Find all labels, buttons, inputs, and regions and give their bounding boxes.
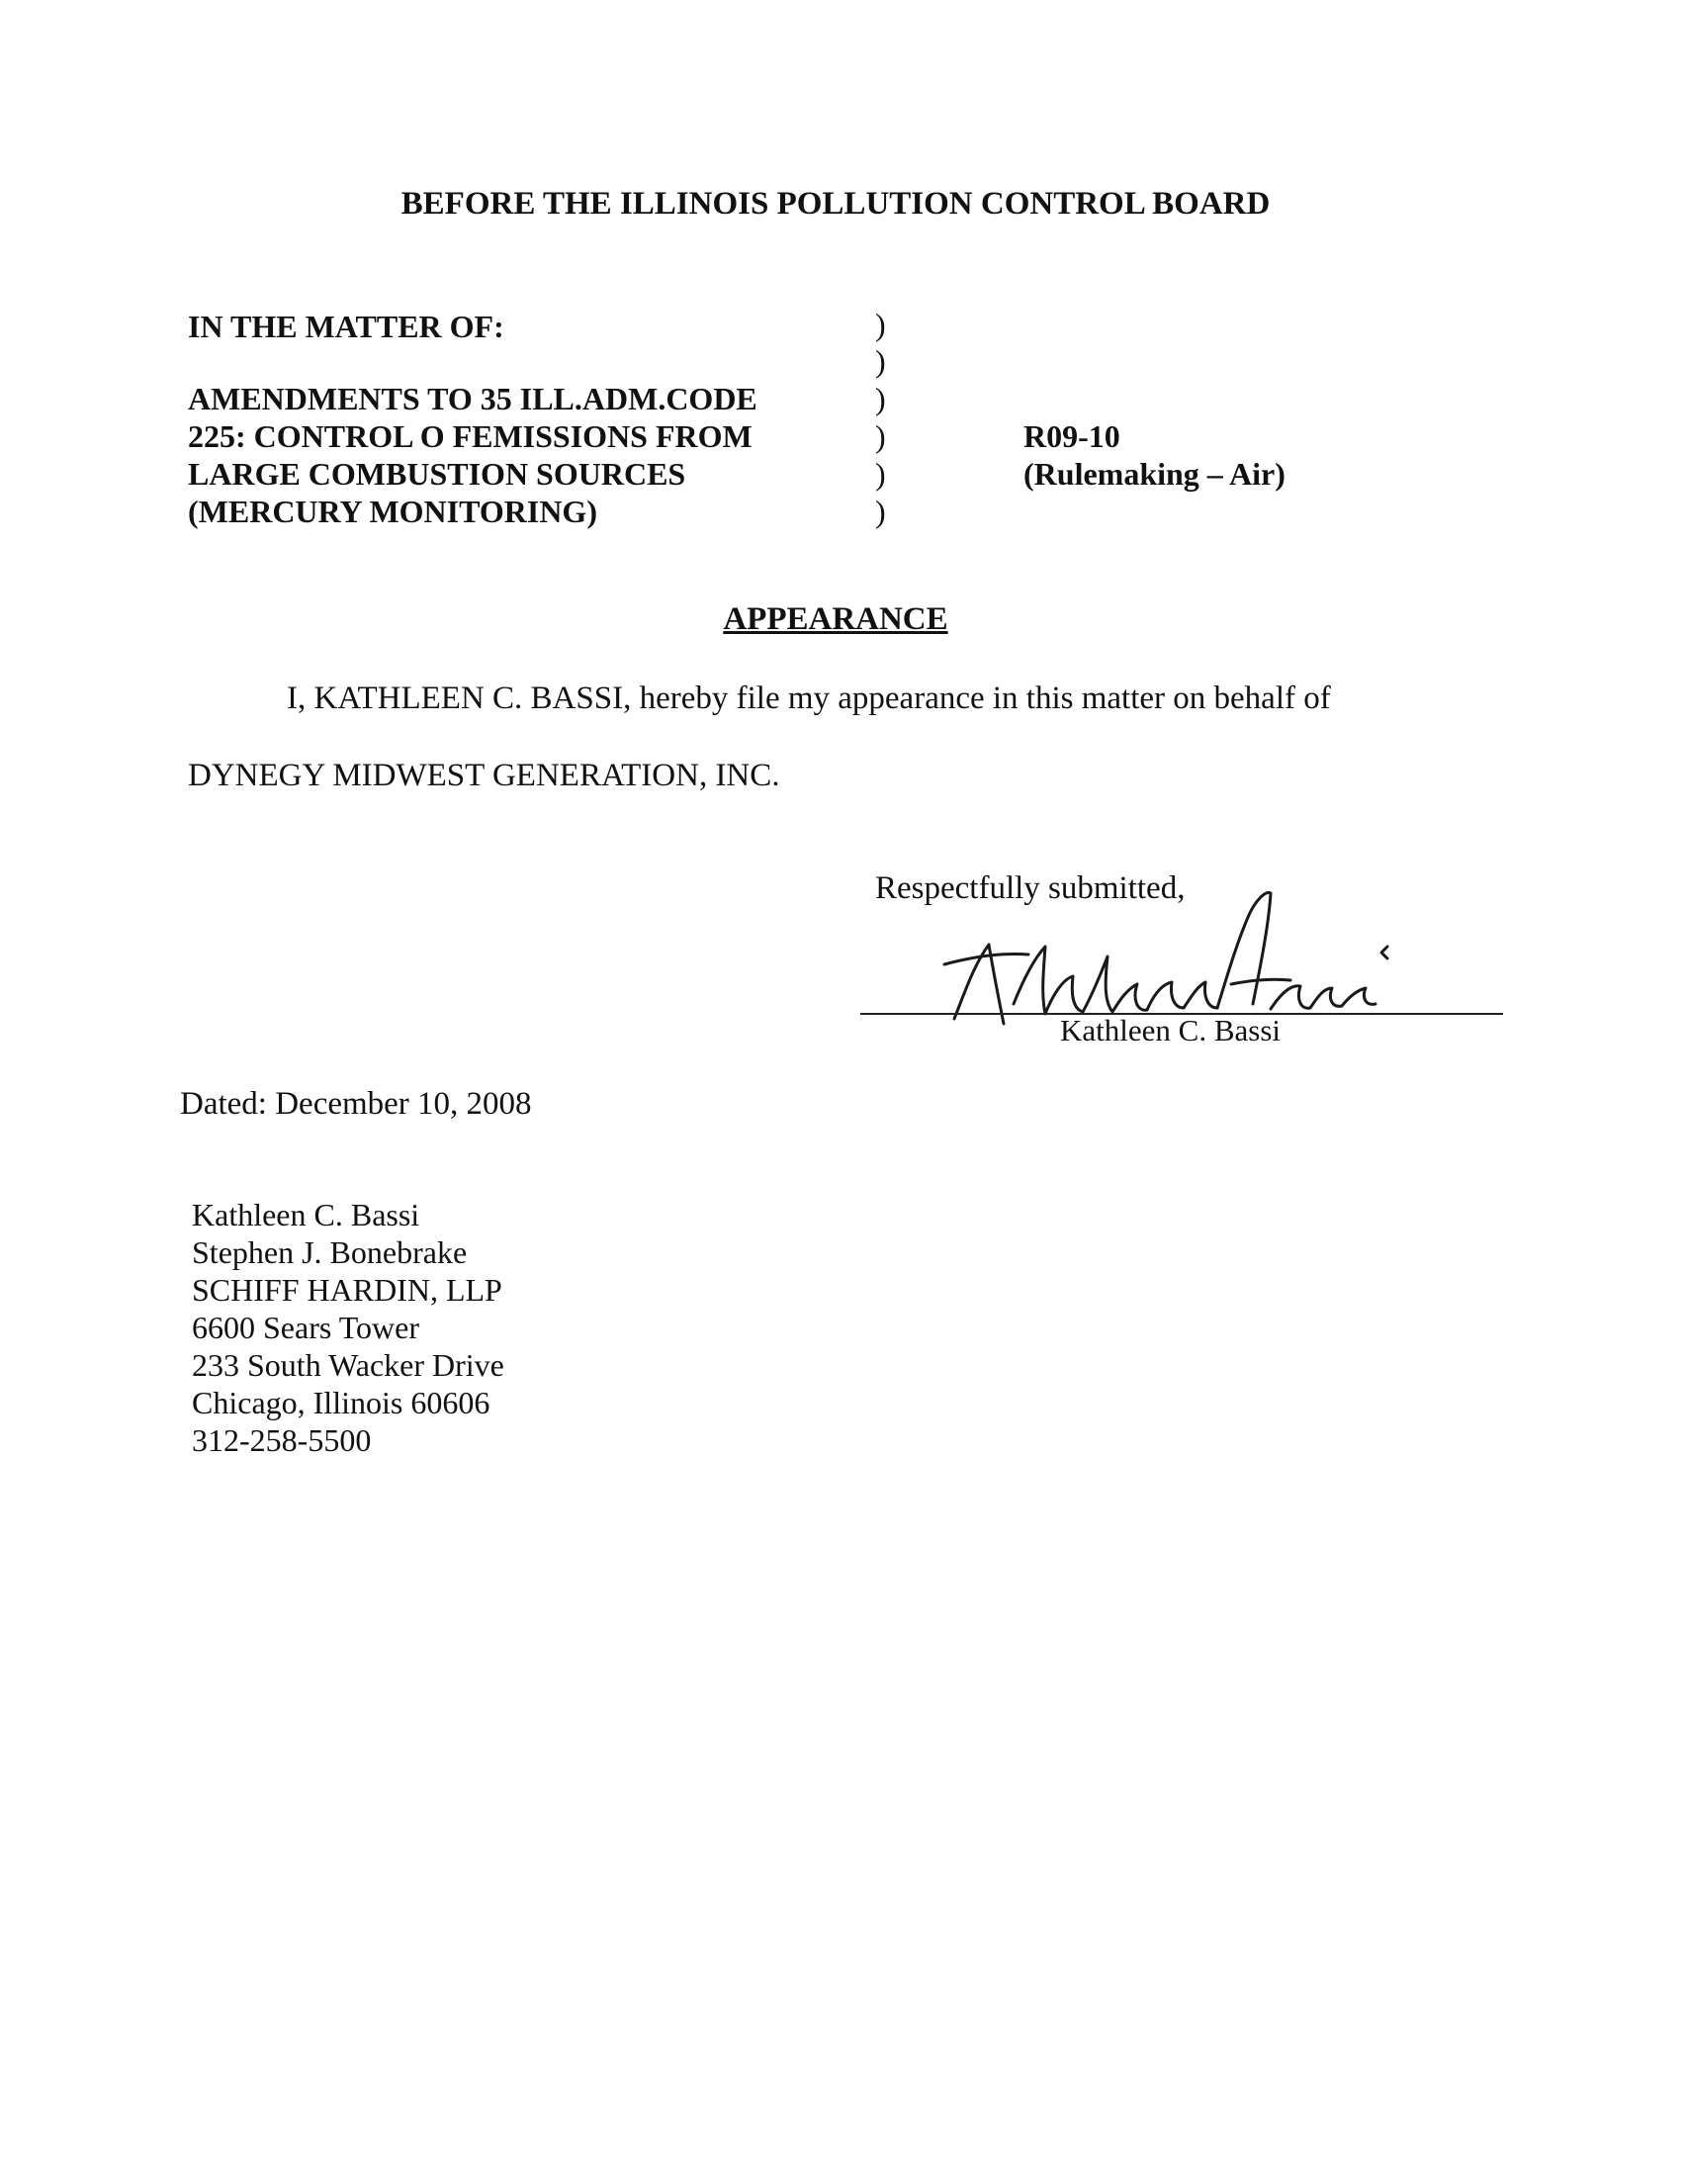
document-heading: BEFORE THE ILLINOIS POLLUTION CONTROL BOARD <box>400 186 1271 222</box>
subject-line-2: 225: CONTROL O FEMISSIONS FROM <box>188 418 753 454</box>
address-line: 312-258-5500 <box>192 1422 372 1458</box>
caption-paren: ) <box>875 494 886 529</box>
body-line-2: DYNEGY MIDWEST GENERATION, INC. <box>188 758 780 793</box>
dated-line: Dated: December 10, 2008 <box>180 1086 532 1122</box>
body-line-1: I, KATHLEEN C. BASSI, hereby file my appearance in this matter on behalf of <box>287 681 1331 716</box>
document-title: APPEARANCE <box>723 601 948 637</box>
docket-type: (Rulemaking – Air) <box>1023 456 1286 492</box>
caption-paren: ) <box>875 343 886 379</box>
subject-line-4: (MERCURY MONITORING) <box>188 494 597 529</box>
address-line: Stephen J. Bonebrake <box>192 1234 468 1270</box>
address-line: Kathleen C. Bassi <box>192 1197 420 1232</box>
docket-number: R09-10 <box>1023 418 1120 454</box>
subject-line-1: AMENDMENTS TO 35 ILL.ADM.CODE <box>188 381 757 416</box>
caption-paren: ) <box>875 381 886 416</box>
signer-printed-name: Kathleen C. Bassi <box>1060 1013 1281 1047</box>
caption-paren: ) <box>875 456 886 492</box>
matter-label: IN THE MATTER OF: <box>188 309 504 344</box>
subject-line-3: LARGE COMBUSTION SOURCES <box>188 456 686 492</box>
address-line: SCHIFF HARDIN, LLP <box>192 1272 502 1308</box>
address-line: 233 South Wacker Drive <box>192 1347 504 1383</box>
caption-paren: ) <box>875 307 886 342</box>
address-line: 6600 Sears Tower <box>192 1310 420 1345</box>
address-line: Chicago, Illinois 60606 <box>192 1385 490 1420</box>
closing-text: Respectfully submitted, <box>875 870 1186 906</box>
caption-paren: ) <box>875 418 886 454</box>
